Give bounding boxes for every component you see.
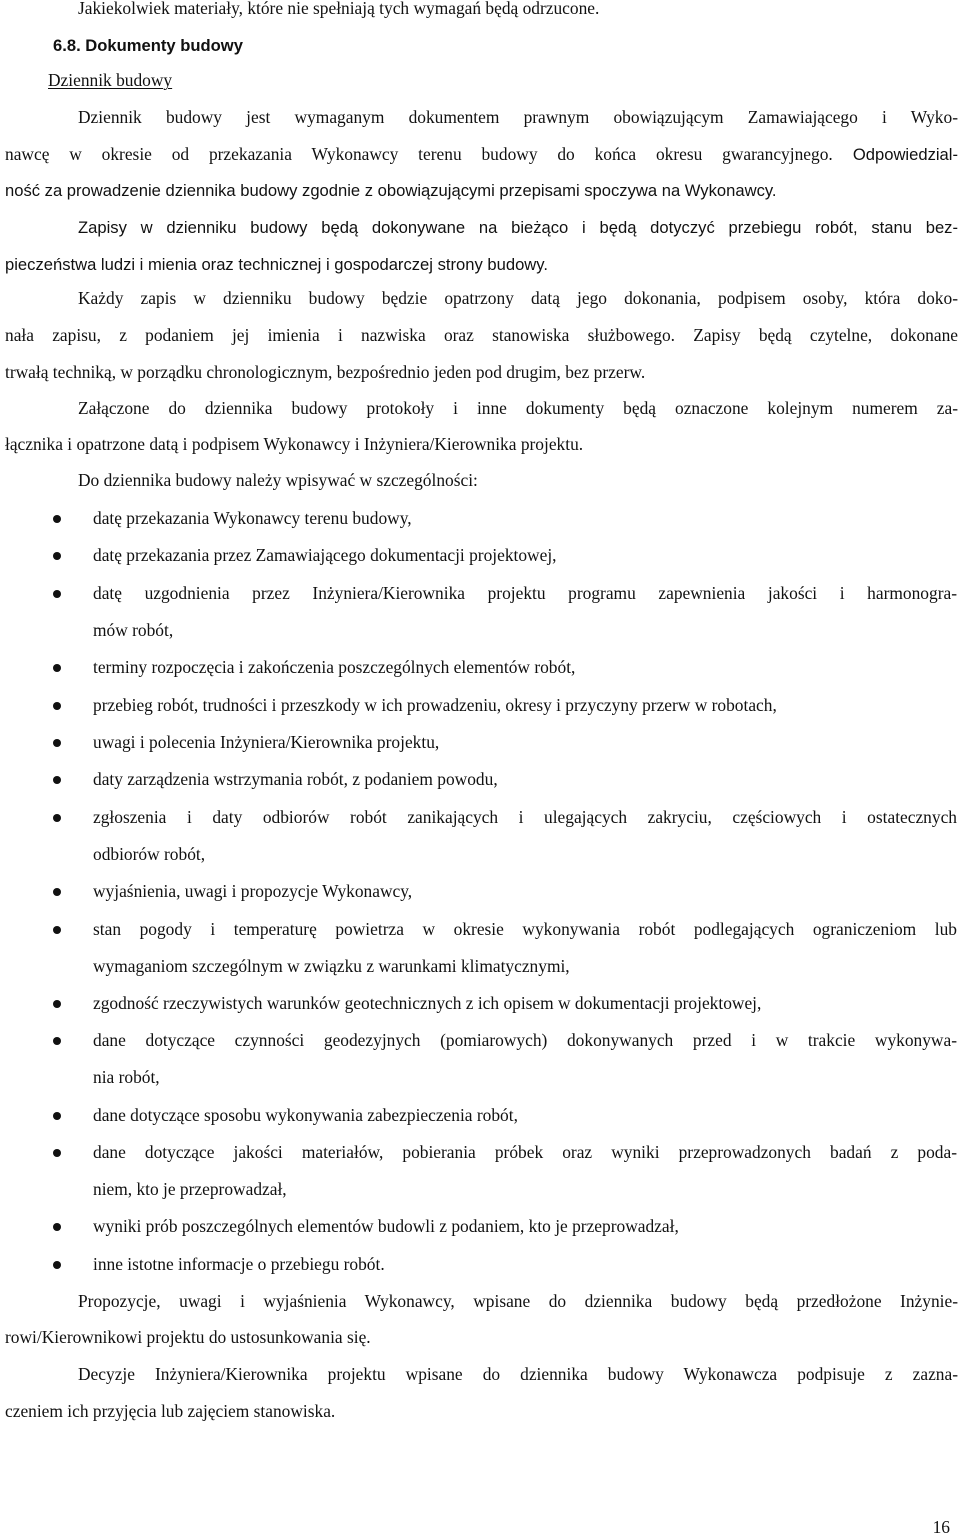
bullet-icon (53, 1261, 61, 1269)
intro-text: Jakiekolwiek materiały, które nie spełniają tych wymagań będą odrzucone. (78, 0, 600, 18)
paragraph-6-line-2: czeniem ich przyjęcia lub zajęciem stanowiska. (5, 1401, 336, 1421)
paragraph-1-line-2-a: nawcę w okresie od przekazania Wykonawcy terenu budowy do końca okresu gwarancyjnego. (5, 144, 833, 164)
paragraph-1-line-2-b: Odpowiedzial- (832, 145, 959, 164)
paragraph-2-line-1: Zapisy w dzienniku budowy będą dokonywane na bieżąco i będą dotyczyć przebiegu robót, stanu bez- (78, 218, 958, 237)
list-item-text: terminy rozpoczęcia i zakończenia poszczególnych elementów robót, (93, 657, 576, 677)
paragraph-3-line-2: nała zapisu, z podaniem jej imienia i nazwiska oraz stanowiska służbowego. Zapisy będą czytelne, dokonane (5, 325, 958, 345)
paragraph-1-line-2 (5, 143, 958, 166)
paragraph-4-line-1: Załączone do dziennika budowy protokoły i inne dokumenty będą oznaczone kolejnym numerem za- (78, 398, 958, 418)
list-item-text-continued: nia robót, (93, 1067, 160, 1087)
list-item-text: dane dotyczące jakości materiałów, pobierania próbek oraz wyniki przeprowadzonych badań z poda- (93, 1142, 957, 1162)
list-item-text: dane dotyczące czynności geodezyjnych (pomiarowych) dokonywanych przed i w trakcie wykonywa- (93, 1030, 957, 1050)
list-item-text: dane dotyczące sposobu wykonywania zabezpieczenia robót, (93, 1105, 518, 1125)
list-item-text-continued: niem, kto je przeprowadzał, (93, 1179, 287, 1199)
paragraph-5-line-2: rowi/Kierownikowi projektu do ustosunkowania się. (5, 1327, 371, 1347)
paragraph-3-line-3: trwałą techniką, w porządku chronologicznym, bezpośrednio jeden pod drugim, bez przerw. (5, 362, 646, 382)
paragraph-5-line-1: Propozycje, uwagi i wyjaśnienia Wykonawcy, wpisane do dziennika budowy będą przedłożone Inżynie- (78, 1291, 958, 1311)
bullet-icon (53, 814, 61, 822)
bullet-icon (53, 552, 61, 560)
list-item-text: daty zarządzenia wstrzymania robót, z podaniem powodu, (93, 769, 498, 789)
list-item-text: zgodność rzeczywistych warunków geotechnicznych z ich opisem w dokumentacji projektowej, (93, 993, 762, 1013)
list-item-text: przebieg robót, trudności i przeszkody w ich prowadzeniu, okresy i przyczyny przerw w robotach, (93, 695, 777, 715)
list-item-text: zgłoszenia i daty odbiorów robót zanikających i ulegających zakryciu, częściowych i ostatecznych (93, 807, 957, 827)
list-item-text: uwagi i polecenia Inżyniera/Kierownika projektu, (93, 732, 440, 752)
bullet-icon (53, 1000, 61, 1008)
list-intro: Do dziennika budowy należy wpisywać w szczególności: (78, 470, 478, 490)
list-item-text: wyniki prób poszczególnych elementów budowli z podaniem, kto je przeprowadzał, (93, 1216, 679, 1236)
bullet-icon (53, 739, 61, 747)
bullet-icon (53, 926, 61, 934)
bullet-icon (53, 1149, 61, 1157)
paragraph-4-line-2: łącznika i opatrzone datą i podpisem Wykonawcy i Inżyniera/Kierownika projektu. (5, 434, 584, 454)
list-item-text-continued: wymaganiom szczególnym w związku z warunkami klimatycznymi, (93, 956, 570, 976)
list-item-text: datę uzgodnienia przez Inżyniera/Kierownika projektu programu zapewnienia jakości i harmonogra- (93, 583, 957, 603)
bullet-icon (53, 515, 61, 523)
subheading: Dziennik budowy (48, 70, 173, 90)
paragraph-6-line-1: Decyzje Inżyniera/Kierownika projektu wpisane do dziennika budowy Wykonawcza podpisuje z zazna- (78, 1364, 958, 1384)
bullet-icon (53, 1223, 61, 1231)
bullet-icon (53, 590, 61, 598)
bullet-icon (53, 1037, 61, 1045)
list-item-text: wyjaśnienia, uwagi i propozycje Wykonawcy, (93, 881, 413, 901)
bullet-icon (53, 702, 61, 710)
bullet-icon (53, 1112, 61, 1120)
bullet-icon (53, 776, 61, 784)
paragraph-3-line-1: Każdy zapis w dzienniku budowy będzie opatrzony datą jego dokonania, podpisem osoby, która doko- (78, 288, 958, 308)
list-item-text: datę przekazania przez Zamawiającego dokumentacji projektowej, (93, 545, 557, 565)
section-heading: 6.8. Dokumenty budowy (53, 36, 243, 55)
list-item-text: inne istotne informacje o przebiegu robót. (93, 1254, 385, 1274)
page-number: 16 (932, 1517, 950, 1537)
bullet-icon (53, 664, 61, 672)
list-item-text: stan pogody i temperaturę powietrza w okresie wykonywania robót podlegających ograniczeniom lub (93, 919, 957, 939)
paragraph-2-line-2: pieczeństwa ludzi i mienia oraz technicznej i gospodarczej strony budowy. (5, 255, 548, 274)
list-item-text: datę przekazania Wykonawcy terenu budowy, (93, 508, 412, 528)
paragraph-1-line-1: Dziennik budowy jest wymaganym dokumentem prawnym obowiązującym Zamawiającego i Wyko- (78, 107, 958, 127)
list-item-text-continued: odbiorów robót, (93, 844, 206, 864)
list-item-text-continued: mów robót, (93, 620, 174, 640)
paragraph-1-line-3: ność za prowadzenie dziennika budowy zgodnie z obowiązującymi przepisami spoczywa na Wykonawcy. (5, 181, 777, 200)
bullet-icon (53, 888, 61, 896)
